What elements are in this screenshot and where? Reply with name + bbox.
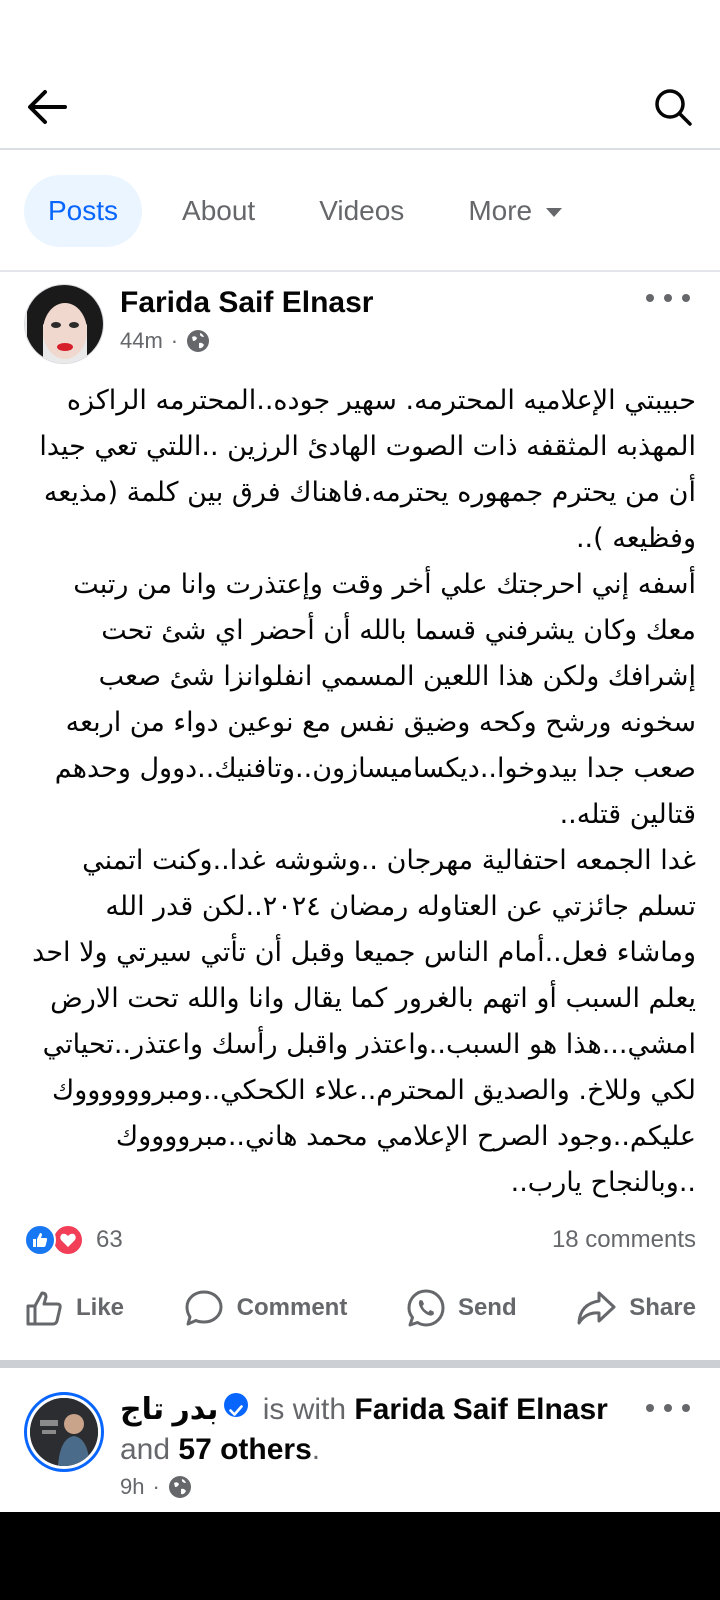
- comment-label: Comment: [236, 1294, 348, 1321]
- tab-posts[interactable]: [24, 175, 142, 247]
- post2-with-text: is with: [262, 1393, 347, 1426]
- comment-icon: [183, 1288, 225, 1328]
- more-dot: [682, 1404, 690, 1412]
- more-dot: [664, 294, 672, 302]
- avatar-image-2: [30, 1398, 98, 1466]
- globe-icon: [186, 329, 210, 353]
- tab-more[interactable]: [444, 175, 586, 247]
- globe-icon: [168, 1475, 192, 1499]
- more-dot: [664, 1404, 672, 1412]
- avatar-image: [25, 285, 104, 364]
- author-avatar[interactable]: [24, 284, 104, 364]
- author-name[interactable]: Farida Saif Elnasr: [120, 286, 374, 319]
- share-icon: [575, 1288, 617, 1328]
- separator-dot: ·: [170, 328, 179, 353]
- post2-author[interactable]: بدر تاج: [120, 1393, 219, 1426]
- tab-about-label: About: [182, 195, 256, 226]
- verified-badge-icon: [224, 1393, 248, 1417]
- arrow-left-icon: [25, 87, 69, 127]
- whatsapp-icon: [406, 1288, 446, 1328]
- tab-videos-label: Videos: [319, 195, 405, 226]
- like-label: Like: [76, 1294, 125, 1321]
- post2-time: 9h: [120, 1474, 145, 1499]
- post2-meta: [120, 1474, 192, 1500]
- post-time: 44m: [120, 328, 163, 353]
- feed-separator: [0, 1360, 720, 1368]
- system-navigation-bar: [0, 1512, 720, 1600]
- love-reaction-icon: [52, 1224, 84, 1256]
- post-body: حبيبتي الإعلاميه المحترمه. سهير جوده..المحترمه الراكزه المهذبه المثقفه ذات الصوت الهادئ الرزين ..اللتي تعي جيدا أن من يحترم جمهوره يحترمه.فاهناك فرق بين كلمة (مذيعه وفظيعه ).. أسفه إني احرجتك علي أخر وقت وإعتذرت وانا من رتبت معك وكان يشرفني قسما بالله أن أحضر اي شئ تحت إشرافك ولكن هذا اللعين المسمي انفلوانزا شئ صعب سخونه ورشح وكحه وضيق نفس مع نوعين دواء من اربعه صعب جدا بيدوخوا..ديكساميسازون..وتافنيك..دوول وحدهم قتالين قتله.. غدا الجمعه احتفالية مهرجان ..وشوشه غدا..وكنت اتمني تسلم جائزتي عن العتاوله رمضان ٢٠٢٤..لكن قدر الله وماشاء فعل..أمام الناس جميعا وقبل أن تأتي سيرتي ولا احد يعلم السبب أو اتهم بالغرور كما يقال وانا والله تحت الارض امشي...هذا هو السبب..واعتذر واقبل رأسك واعتذر..تحياتي لكي وللاخ. والصديق المحترم..علاء الكحكي..ومبرووووووك عليكم..وجود الصرح الإعلامي محمد هاني..مبرووووك ..وبالنجاح يارب..: [32, 385, 696, 1198]
- separator-dot: ·: [152, 1474, 160, 1499]
- post2-period: .: [311, 1433, 321, 1466]
- more-dot: [646, 294, 654, 302]
- share-button[interactable]: [575, 1288, 696, 1328]
- tab-about[interactable]: [158, 175, 279, 247]
- caret-down-icon: [546, 208, 562, 217]
- share-label: Share: [629, 1294, 696, 1321]
- profile-tabs: [24, 175, 696, 247]
- post-options-button[interactable]: [646, 286, 690, 310]
- top-app-bar: [0, 0, 720, 150]
- search-button[interactable]: [648, 82, 698, 132]
- comment-button[interactable]: [183, 1288, 348, 1328]
- like-button[interactable]: [24, 1288, 124, 1328]
- send-label: Send: [457, 1294, 517, 1321]
- post-meta: [120, 328, 210, 354]
- post2-tagged[interactable]: Farida Saif Elnasr: [354, 1393, 608, 1426]
- post-card: [0, 272, 720, 1362]
- send-button[interactable]: [406, 1288, 517, 1328]
- back-button[interactable]: [22, 82, 72, 132]
- author-avatar-2[interactable]: [24, 1392, 104, 1472]
- post2-title: [120, 1390, 650, 1470]
- post2-others[interactable]: 57 others: [178, 1433, 312, 1466]
- post2-and-text: and: [120, 1433, 171, 1466]
- tab-more-label: More: [468, 195, 533, 226]
- post-actions: [0, 1272, 720, 1344]
- search-icon: [653, 87, 693, 127]
- reactions-summary[interactable]: [24, 1222, 123, 1258]
- tab-videos[interactable]: [295, 175, 428, 247]
- post2-options-button[interactable]: [646, 1396, 690, 1420]
- tab-posts-label: Posts: [48, 195, 119, 226]
- like-reaction-icon: [24, 1224, 56, 1256]
- post-card-2: [0, 1368, 720, 1498]
- reaction-count: 63: [96, 1226, 123, 1253]
- comments-count[interactable]: 18 comments: [551, 1226, 696, 1253]
- more-dot: [646, 1404, 654, 1412]
- more-dot: [682, 294, 690, 302]
- thumbs-up-icon: [24, 1288, 64, 1328]
